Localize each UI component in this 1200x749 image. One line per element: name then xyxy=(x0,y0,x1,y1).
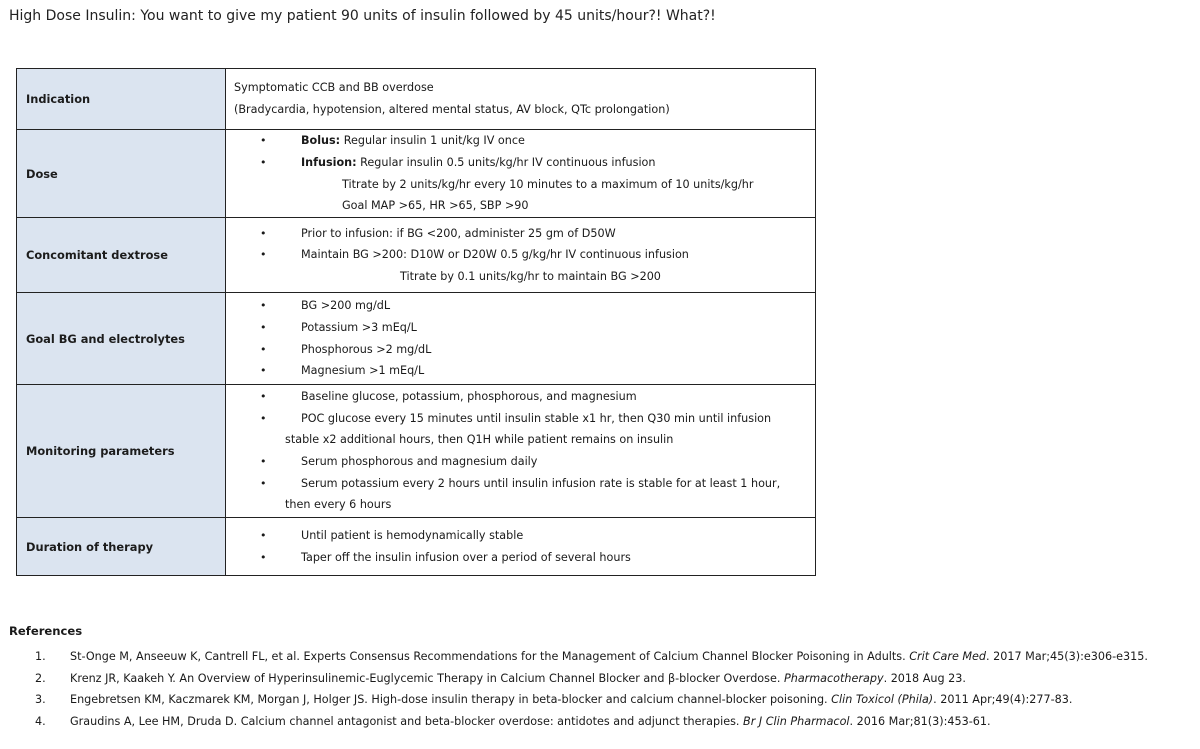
bullet-icon: • xyxy=(260,364,267,378)
list-item: • BG >200 mg/dL xyxy=(226,295,815,317)
bullet-icon: • xyxy=(260,550,267,564)
bolus-label: Bolus: xyxy=(301,134,341,148)
bolus-text: Regular insulin 1 unit/kg IV once xyxy=(340,134,525,148)
list-item: • POC glucose every 15 minutes until insulin stable x1 hr, then Q30 min until infusion xyxy=(226,408,815,430)
table-row xyxy=(17,218,816,293)
reference-item: 1. St-Onge M, Anseeuw K, Cantrell FL, et al. Experts Consensus Recommendations for the Management of Calcium Channel Blocker Poisoning in Adults. Crit Care Med. 2017 Mar;45(3):e306-e315. xyxy=(35,650,1148,663)
list-item: • Prior to infusion: if BG <200, administer 25 gm of D50W xyxy=(226,223,815,245)
row-label-monitoring: Monitoring parameters xyxy=(17,385,226,518)
bullet-icon: • xyxy=(260,528,267,542)
list-item: • Maintain BG >200: D10W or D20W 0.5 g/kg/hr IV continuous infusion xyxy=(226,244,815,266)
page-title: High Dose Insulin: You want to give my patient 90 units of insulin followed by 45 units/hour?! What?! xyxy=(9,8,716,24)
list-item: • Serum potassium every 2 hours until insulin infusion rate is stable for at least 1 hour, xyxy=(226,473,815,495)
infusion-text: Regular insulin 0.5 units/kg/hr IV continuous infusion xyxy=(356,155,656,169)
list-item xyxy=(226,152,815,174)
bullet-icon: • xyxy=(260,134,267,148)
list-item: • Until patient is hemodynamically stable xyxy=(226,525,815,547)
references-list xyxy=(0,646,1200,732)
row-label-indication: Indication xyxy=(17,69,226,130)
dextrose-titrate: Titrate by 0.1 units/kg/hr to maintain BG >200 xyxy=(400,269,661,283)
bullet-icon: • xyxy=(260,226,267,240)
bullet-icon: • xyxy=(260,320,267,334)
references-heading: References xyxy=(9,624,83,638)
list-item: • Phosphorous >2 mg/dL xyxy=(226,339,815,361)
infusion-label: Infusion: xyxy=(301,155,357,169)
reference-item: 3. Engebretsen KM, Kaczmarek KM, Morgan J, Holger JS. High-dose insulin therapy in beta-blocker and calcium channel-blocker poisoning. Clin Toxicol (Phila). 2011 Apr;49(4):277-83. xyxy=(35,693,1073,706)
table-row xyxy=(17,385,816,518)
bullet-icon: • xyxy=(260,411,267,425)
indication-line: (Bradycardia, hypotension, altered mental status, AV block, QTc prolongation) xyxy=(234,103,670,116)
list-item: • Taper off the insulin infusion over a period of several hours xyxy=(226,547,815,569)
table-row xyxy=(17,518,816,576)
table-row xyxy=(17,293,816,385)
list-item: • Potassium >3 mEq/L xyxy=(226,317,815,339)
bullet-icon: • xyxy=(260,342,267,356)
insulin-protocol-table xyxy=(16,68,816,576)
bullet-icon: • xyxy=(260,390,267,404)
table-row xyxy=(17,130,816,218)
row-label-dextrose: Concomitant dextrose xyxy=(17,218,226,293)
bullet-icon: • xyxy=(260,248,267,262)
list-item: • Serum phosphorous and magnesium daily xyxy=(226,451,815,473)
bullet-icon: • xyxy=(260,155,267,169)
list-item xyxy=(226,130,815,152)
list-item-continuation: stable x2 additional hours, then Q1H while patient remains on insulin xyxy=(285,433,674,447)
list-item: • Magnesium >1 mEq/L xyxy=(226,360,815,382)
reference-item: 4. Graudins A, Lee HM, Druda D. Calcium channel antagonist and beta-blocker overdose: antidotes and adjunct therapies. Br J Clin Pharmacol. 2016 Mar;81(3):453-61. xyxy=(35,714,991,728)
bullet-icon: • xyxy=(260,476,267,490)
list-item: • Baseline glucose, potassium, phosphorous, and magnesium xyxy=(226,386,815,408)
indication-line: Symptomatic CCB and BB overdose xyxy=(234,81,434,95)
dose-goal: Goal MAP >65, HR >65, SBP >90 xyxy=(342,199,529,213)
row-label-dose: Dose xyxy=(17,130,226,218)
dose-titrate: Titrate by 2 units/kg/hr every 10 minutes to a maximum of 10 units/kg/hr xyxy=(342,177,754,191)
reference-item: 2. Krenz JR, Kaakeh Y. An Overview of Hyperinsulinemic-Euglycemic Therapy in Calcium Channel Blocker and β-blocker Overdose. Pharmacotherapy. 2018 Aug 23. xyxy=(35,671,966,685)
row-label-goals: Goal BG and electrolytes xyxy=(17,293,226,385)
row-label-duration: Duration of therapy xyxy=(17,518,226,576)
bullet-icon: • xyxy=(260,299,267,313)
table-row xyxy=(17,69,816,130)
bullet-icon: • xyxy=(260,455,267,468)
list-item-continuation: then every 6 hours xyxy=(285,498,392,512)
